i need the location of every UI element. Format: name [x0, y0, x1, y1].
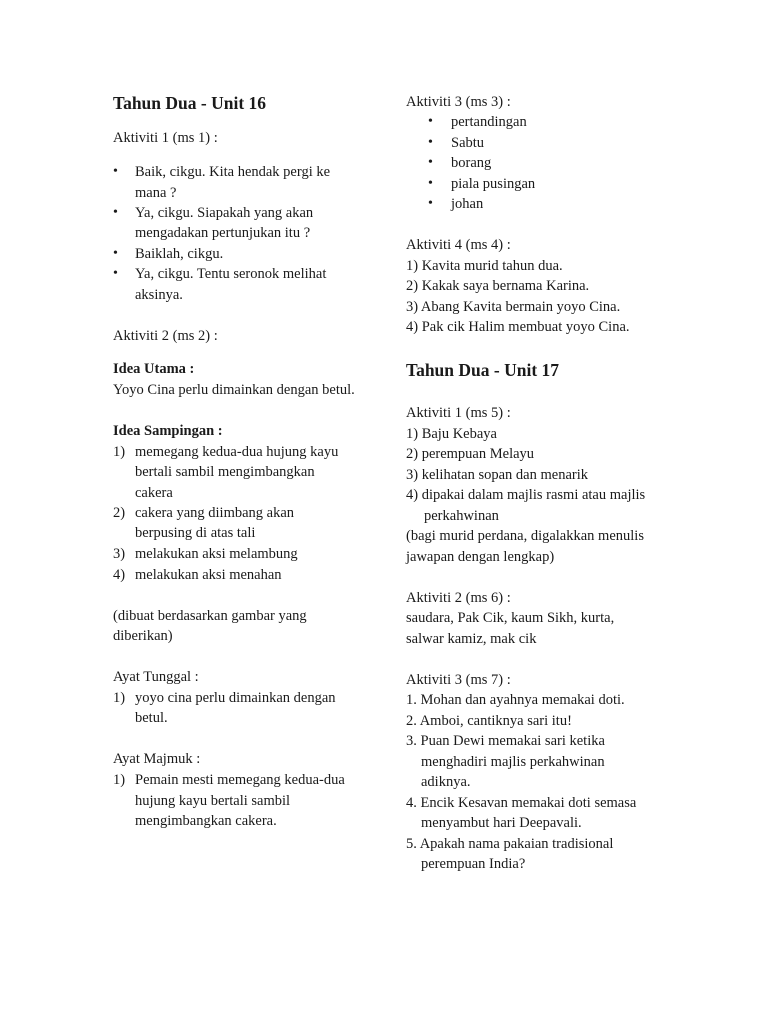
- list-item: aksinya.: [135, 287, 183, 303]
- ayat-majmuk-label: Ayat Majmuk :: [113, 751, 201, 767]
- bullet-icon: •: [428, 114, 433, 129]
- list-item: salwar kamiz, mak cik: [406, 631, 537, 647]
- list-item: yoyo cina perlu dimainkan dengan: [135, 690, 336, 706]
- bullet-icon: •: [113, 246, 118, 261]
- list-item: menyambut hari Deepavali.: [421, 815, 582, 831]
- list-item: pertandingan: [451, 114, 527, 130]
- ayat-tunggal-label: Ayat Tunggal :: [113, 669, 199, 685]
- unit16-title: Tahun Dua - Unit 16: [113, 93, 267, 113]
- list-item: 2) Kakak saya bernama Karina.: [406, 278, 590, 294]
- list-item: borang: [451, 155, 492, 171]
- list-item: piala pusingan: [451, 176, 536, 192]
- list-item: berpusing di atas tali: [135, 525, 256, 541]
- list-item: Baik, cikgu. Kita hendak pergi ke: [135, 164, 331, 180]
- list-item: Ya, cikgu. Siapakah yang akan: [135, 205, 314, 221]
- u17-aktiviti2-heading: Aktiviti 2 (ms 6) :: [406, 590, 511, 606]
- list-item: cakera: [135, 485, 173, 501]
- list-item: 3) kelihatan sopan dan menarik: [406, 467, 588, 483]
- list-item: saudara, Pak Cik, kaum Sikh, kurta,: [406, 610, 615, 626]
- u16-aktiviti1-heading: Aktiviti 1 (ms 1) :: [113, 130, 218, 146]
- list-item: cakera yang diimbang akan: [135, 505, 295, 521]
- list-item: 5. Apakah nama pakaian tradisional: [406, 836, 614, 852]
- list-item: 3) Abang Kavita bermain yoyo Cina.: [406, 299, 621, 315]
- list-item: 2. Amboi, cantiknya sari itu!: [406, 713, 572, 729]
- list-item: 2) perempuan Melayu: [406, 446, 535, 462]
- bullet-icon: •: [428, 155, 433, 170]
- bullet-icon: •: [428, 135, 433, 150]
- list-number: 4): [113, 567, 126, 583]
- list-item: 1) Kavita murid tahun dua.: [406, 258, 563, 274]
- list-item: adiknya.: [421, 774, 471, 790]
- bullet-icon: •: [113, 164, 118, 179]
- note-line: jawapan dengan lengkap): [406, 549, 555, 565]
- bullet-icon: •: [113, 266, 118, 281]
- list-item: 4) dipakai dalam majlis rasmi atau majlis: [406, 487, 646, 503]
- list-item: melakukan aksi menahan: [135, 567, 282, 583]
- list-number: 2): [113, 505, 126, 521]
- list-item: Baiklah, cikgu.: [135, 246, 224, 262]
- list-item: johan: [451, 196, 484, 212]
- list-item: 4) Pak cik Halim membuat yoyo Cina.: [406, 319, 630, 335]
- u17-aktiviti3-heading: Aktiviti 3 (ms 7) :: [406, 672, 511, 688]
- unit17-title: Tahun Dua - Unit 17: [406, 360, 560, 380]
- bullet-icon: •: [113, 205, 118, 220]
- list-item: Pemain mesti memegang kedua-dua: [135, 772, 345, 788]
- list-item: memegang kedua-dua hujung kayu: [135, 444, 339, 460]
- list-item: 1) Baju Kebaya: [406, 426, 497, 442]
- list-item: betul.: [135, 710, 168, 726]
- list-number: 1): [113, 444, 126, 460]
- list-number: 1): [113, 690, 126, 706]
- idea-utama-label: Idea Utama :: [113, 361, 195, 377]
- idea-utama-text: Yoyo Cina perlu dimainkan dengan betul.: [113, 382, 355, 398]
- list-item: mengimbangkan cakera.: [135, 813, 277, 829]
- list-item: 4. Encik Kesavan memakai doti semasa: [406, 795, 637, 811]
- list-item: mana ?: [135, 185, 177, 201]
- list-item: 3. Puan Dewi memakai sari ketika: [406, 733, 605, 749]
- bullet-icon: •: [428, 196, 433, 211]
- bullet-icon: •: [428, 176, 433, 191]
- list-item: perempuan India?: [421, 856, 526, 872]
- note-line: (bagi murid perdana, digalakkan menulis: [406, 528, 644, 544]
- u16-aktiviti3-heading: Aktiviti 3 (ms 3) :: [406, 94, 511, 110]
- list-item: perkahwinan: [424, 508, 499, 524]
- note-line: (dibuat berdasarkan gambar yang: [113, 608, 307, 624]
- list-number: 1): [113, 772, 126, 788]
- list-item: melakukan aksi melambung: [135, 546, 298, 562]
- list-item: Ya, cikgu. Tentu seronok melihat: [135, 266, 327, 282]
- list-item: bertali sambil mengimbangkan: [135, 464, 315, 480]
- idea-sampingan-label: Idea Sampingan :: [113, 423, 223, 439]
- u16-aktiviti4-heading: Aktiviti 4 (ms 4) :: [406, 237, 511, 253]
- list-item: mengadakan pertunjukan itu ?: [135, 225, 311, 241]
- list-number: 3): [113, 546, 126, 562]
- note-line: diberikan): [113, 628, 173, 644]
- list-item: Sabtu: [451, 135, 485, 151]
- list-item: 1. Mohan dan ayahnya memakai doti.: [406, 692, 625, 708]
- u17-aktiviti1-heading: Aktiviti 1 (ms 5) :: [406, 405, 511, 421]
- list-item: hujung kayu bertali sambil: [135, 793, 291, 809]
- u16-aktiviti2-heading: Aktiviti 2 (ms 2) :: [113, 328, 218, 344]
- list-item: menghadiri majlis perkahwinan: [421, 754, 605, 770]
